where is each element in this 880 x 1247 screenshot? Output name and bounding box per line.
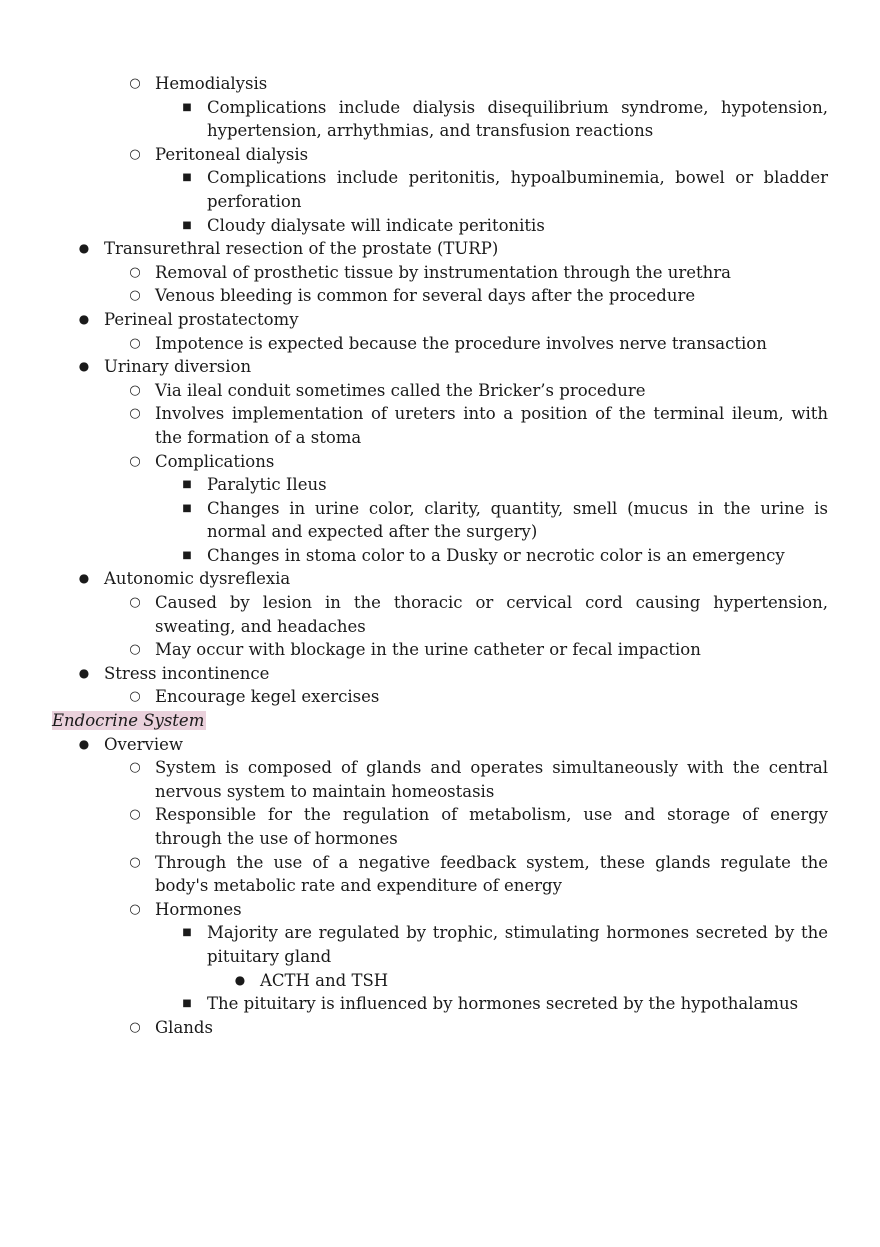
item-text: Cloudy dialysate will indicate peritonitis [207, 215, 545, 235]
hollow-circle-bullet-icon: ○ [129, 1019, 141, 1035]
list-item [0, 567, 880, 591]
list-item [0, 473, 880, 497]
square-bullet-icon: ■ [182, 549, 192, 561]
square-bullet-icon: ■ [182, 927, 192, 939]
hollow-circle-bullet-icon: ○ [129, 288, 141, 304]
list-item [0, 332, 880, 356]
item-text: Impotence is expected because the procedure involves nerve transaction [155, 333, 767, 353]
list-item [0, 733, 880, 757]
item-text: Venous bleeding is common for several days after the procedure [155, 286, 696, 306]
hollow-circle-bullet-icon: ○ [129, 382, 141, 398]
square-bullet-icon: ■ [182, 219, 192, 231]
item-text: Complications include dialysis disequilibrium syndrome, hypotension, hypertension, arrhythmias, and transfusion reactions [207, 97, 828, 141]
item-text: Majority are regulated by trophic, stimulating hormones secreted by the pituitary gland [207, 923, 828, 966]
square-bullet-icon: ■ [182, 502, 192, 514]
hollow-circle-bullet-icon: ○ [129, 901, 141, 917]
item-text: ACTH and TSH [260, 970, 389, 990]
item-text: System is composed of glands and operates simultaneously with the central nervous system to maintain homeostasis [155, 758, 828, 801]
item-text: Encourage kegel exercises [155, 687, 380, 707]
item-text: Complications [155, 451, 275, 471]
list-item [0, 685, 880, 709]
item-text: Glands [155, 1017, 213, 1037]
list-item [0, 450, 880, 474]
item-text: Changes in urine color, clarity, quantity, smell (mucus in the urine is normal and expected after the surgery) [207, 498, 828, 542]
item-text: Responsible for the regulation of metabolism, use and storage of energy through the use of hormones [155, 805, 828, 848]
square-bullet-icon: ■ [182, 172, 192, 184]
hollow-circle-bullet-icon: ○ [129, 335, 141, 351]
filled-dot-bullet-icon: ● [78, 571, 90, 586]
square-bullet-icon: ■ [182, 998, 192, 1010]
item-text: May occur with blockage in the urine catheter or fecal impaction [155, 640, 701, 660]
filled-dot-bullet-icon: ● [78, 311, 90, 326]
list-item [0, 237, 880, 261]
list-item [0, 898, 880, 922]
item-text: Transurethral resection of the prostate (TURP) [104, 239, 499, 259]
item-text: Paralytic Ileus [207, 475, 327, 495]
list-item [0, 851, 880, 898]
hollow-circle-bullet-icon: ○ [129, 807, 141, 823]
hollow-circle-bullet-icon: ○ [129, 595, 141, 611]
square-bullet-icon: ■ [182, 101, 192, 113]
filled-dot-bullet-icon: ● [78, 241, 90, 256]
hollow-circle-bullet-icon: ○ [129, 854, 141, 870]
hollow-circle-bullet-icon: ○ [129, 406, 141, 422]
list-item [0, 756, 880, 803]
item-text: Hormones [155, 899, 242, 919]
hollow-circle-bullet-icon: ○ [129, 76, 141, 91]
list-item [0, 1016, 880, 1040]
section-heading-text: Endocrine System [52, 711, 205, 731]
list-item [0, 96, 880, 143]
list-item [0, 402, 880, 449]
item-text: Via ileal conduit sometimes called the Bricker’s procedure [155, 380, 646, 400]
item-text: Peritoneal dialysis [155, 144, 309, 164]
list-item [0, 497, 880, 544]
list-item [0, 379, 880, 403]
document-body [0, 72, 880, 1039]
item-text: Perineal prostatectomy [104, 309, 299, 329]
item-text: Overview [104, 734, 183, 754]
list-item [0, 308, 880, 332]
list-item [0, 214, 880, 238]
list-item [0, 921, 880, 968]
item-text: Removal of prosthetic tissue by instrumentation through the urethra [155, 262, 732, 282]
item-text: Through the use of a negative feedback system, these glands regulate the body's metabolic rate and expenditure of energy [155, 852, 828, 896]
hollow-circle-bullet-icon: ○ [129, 146, 141, 162]
list-item [0, 261, 880, 285]
hollow-circle-bullet-icon: ○ [129, 760, 141, 776]
list-item [0, 591, 880, 638]
section-heading [0, 709, 880, 733]
item-text: Autonomic dysreflexia [104, 569, 291, 589]
filled-dot-bullet-icon: ● [78, 665, 90, 680]
hollow-circle-bullet-icon: ○ [129, 642, 141, 658]
item-text: Involves implementation of ureters into a position of the terminal ileum, with the formation of a stoma [155, 404, 828, 447]
filled-dot-bullet-icon: ● [78, 736, 90, 751]
list-item [0, 803, 880, 850]
list-item [0, 72, 880, 96]
item-text: Changes in stoma color to a Dusky or necrotic color is an emergency [207, 545, 785, 565]
item-text: Caused by lesion in the thoracic or cervical cord causing hypertension, sweating, and headaches [155, 593, 828, 636]
item-text: Complications include peritonitis, hypoalbuminemia, bowel or bladder perforation [207, 168, 828, 211]
item-text: The pituitary is influenced by hormones secreted by the hypothalamus [207, 994, 799, 1014]
item-text: Stress incontinence [104, 663, 270, 683]
filled-dot-bullet-icon: ● [78, 359, 90, 374]
list-item [0, 355, 880, 379]
list-item [0, 544, 880, 568]
hollow-circle-bullet-icon: ○ [129, 264, 141, 280]
list-item [0, 969, 880, 993]
list-item [0, 992, 880, 1016]
hollow-circle-bullet-icon: ○ [129, 689, 141, 705]
item-text: Hemodialysis [155, 74, 268, 93]
list-item [0, 662, 880, 686]
filled-dot-bullet-icon: ● [234, 972, 246, 987]
list-item [0, 638, 880, 662]
hollow-circle-bullet-icon: ○ [129, 453, 141, 469]
list-item [0, 284, 880, 308]
item-text: Urinary diversion [104, 357, 252, 377]
list-item [0, 143, 880, 167]
square-bullet-icon: ■ [182, 479, 192, 491]
list-item [0, 166, 880, 213]
